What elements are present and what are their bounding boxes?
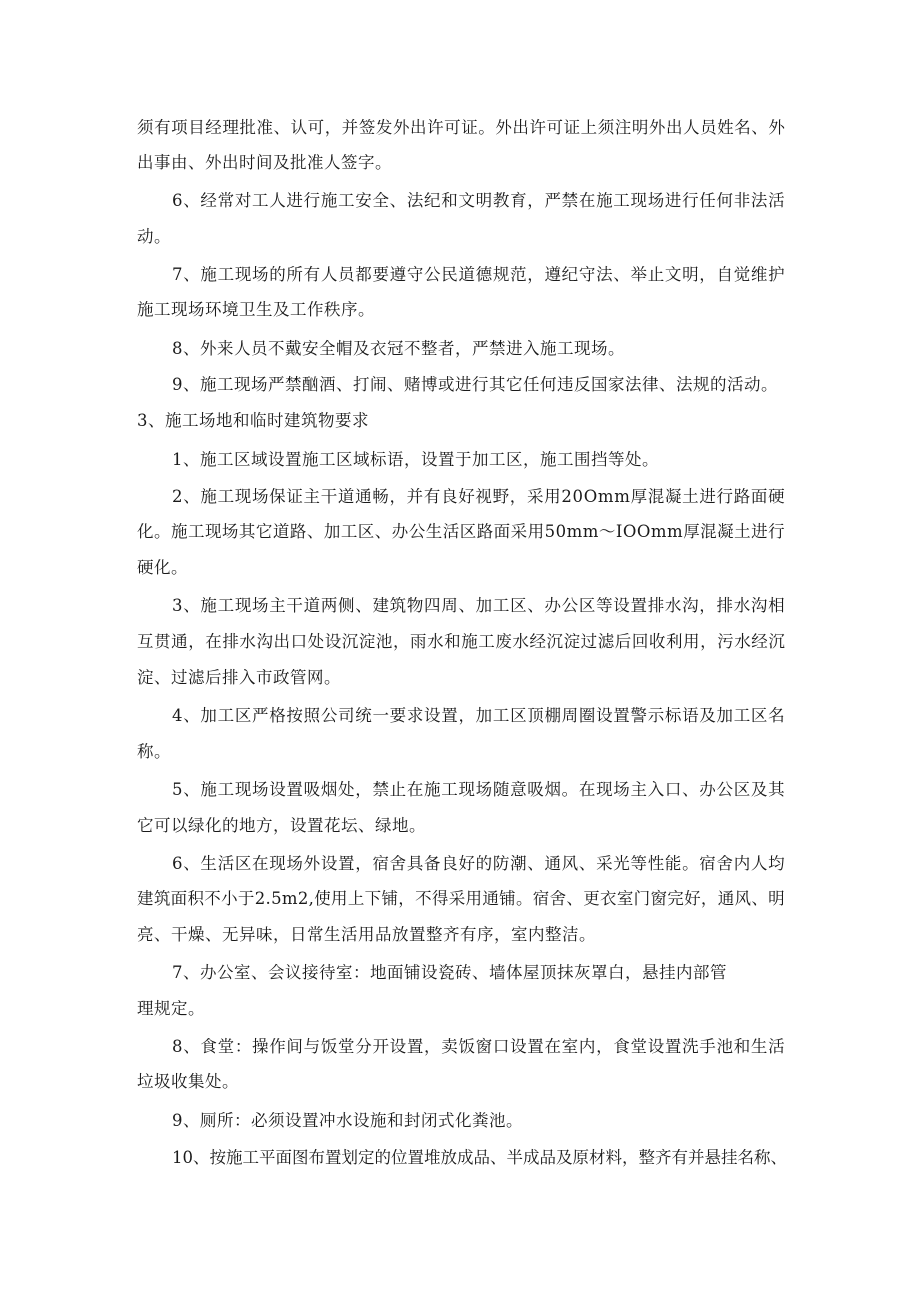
text-line [172, 704, 785, 728]
line-text: 互 贯 通 ， 在 排 水 沟 出 口 处 设 沉 淀 池 ， 雨 水 和 施 工 废 水 经 沉 淀 过 滤 后 回 收 利 用 ， 污 水 经 沉 [137, 632, 785, 651]
text-line [137, 556, 785, 580]
text-line [172, 1109, 785, 1133]
text-line [137, 225, 785, 249]
line-text: 1 0 、 按 施 工 平 面 图 布 置 划 定 的 位 置 堆 放 成 品 、 半 成 品 及 原 材 料 ， 整 齐 有 并 悬 挂 名 称 、 [172, 1148, 787, 1167]
line-text: 9、施工现场严禁酗酒、打闹、赌博或进行其它任何违反国家法律、法规的活动。 [172, 375, 778, 394]
text-line [137, 298, 785, 322]
line-text: 须 有 项 目 经 理 批 准 、 认 可 ， 并 签 发 外 出 许 可 证 。 外 出 许 可 证 上 须 注 明 外 出 人 员 姓 名 、 外 [137, 118, 785, 137]
line-text: 1、施工区域设置施工区域标语，设置于加工区，施工围挡等处。 [172, 450, 659, 469]
line-text: 淀、过滤后排入市政管网。 [137, 668, 341, 687]
line-text: 9、厕所：必须设置冲水设施和封闭式化粪池。 [172, 1111, 523, 1130]
text-line [172, 448, 785, 472]
section-heading [137, 409, 785, 433]
line-text: 8、外来人员不戴安全帽及衣冠不整者，严禁进入施工现场。 [172, 339, 625, 358]
line-text: 垃圾收集处。 [137, 1072, 239, 1091]
line-text: 2 、 施 工 现 场 保 证 主 干 道 通 畅 ， 并 有 良 好 视 野 ， 采 用 2 0 O m m 厚 混 凝 土 进 行 路 面 硬 [172, 487, 785, 506]
text-line [172, 961, 785, 985]
text-line [172, 373, 785, 397]
text-line [137, 923, 785, 947]
text-line [137, 630, 785, 654]
line-text: 出事由、外出时间及批准人签字。 [137, 153, 392, 172]
text-line [172, 189, 785, 213]
line-text: 建 筑 面 积 不 小 于 2 . 5 m 2 , 使 用 上 下 铺 ， 不 得 采 用 通 铺 。 宿 舍 、 更 衣 室 门 窗 完 好 ， 通 风 、 明 [137, 889, 785, 908]
line-text: 动。 [137, 227, 171, 246]
text-line [137, 1070, 785, 1094]
line-text: 硬化。 [137, 558, 188, 577]
text-line [172, 594, 785, 618]
text-line [137, 151, 785, 175]
heading-text: 3、施工场地和临时建筑物要求 [137, 411, 369, 430]
text-line [137, 520, 785, 544]
line-text: 3 、 施 工 现 场 主 干 道 两 侧 、 建 筑 物 四 周 、 加 工 区 、 办 公 区 等 设 置 排 水 沟 ， 排 水 沟 相 [172, 596, 785, 615]
line-text: 它可以绿化的地方，设置花坛、绿地。 [137, 816, 426, 835]
line-text: 施工现场环境卫生及工作秩序。 [137, 300, 375, 319]
line-text: 5 、 施 工 现 场 设 置 吸 烟 处 ， 禁 止 在 施 工 现 场 随 意 吸 烟 。 在 现 场 主 入 口 、 办 公 区 及 其 [172, 780, 785, 799]
line-text: 4 、 加 工 区 严 格 按 照 公 司 统 一 要 求 设 置 ， 加 工 区 顶 棚 周 圈 设 置 警 示 标 语 及 加 工 区 名 [172, 706, 785, 725]
line-text: 化 。 施 工 现 场 其 它 道 路 、 加 工 区 、 办 公 生 活 区 路 面 采 用 5 0 m m ～ I O O m m 厚 混 凝 土 进 行 [137, 522, 785, 541]
line-text: 7、办公室、会议接待室：地面铺设瓷砖、墙体屋顶抹灰罩白，悬挂内部管 [172, 963, 727, 982]
text-line [137, 814, 785, 838]
text-line [172, 1035, 785, 1059]
text-line [137, 997, 785, 1021]
text-line [137, 666, 785, 690]
line-text: 理规定。 [137, 999, 205, 1018]
text-line [137, 887, 785, 911]
text-line [172, 852, 785, 876]
line-text: 亮、干燥、无异味，日常生活用品放置整齐有序，室内整洁。 [137, 925, 596, 944]
line-text: 8 、 食 堂 ： 操 作 间 与 饭 堂 分 开 设 置 ， 卖 饭 窗 口 设 置 在 室 内 ， 食 堂 设 置 洗 手 池 和 生 活 [172, 1037, 785, 1056]
line-text: 6 、 经 常 对 工 人 进 行 施 工 安 全 、 法 纪 和 文 明 教 育 ， 严 禁 在 施 工 现 场 进 行 任 何 非 法 活 [172, 191, 785, 210]
text-line [137, 740, 785, 764]
line-text: 7 、 施 工 现 场 的 所 有 人 员 都 要 遵 守 公 民 道 德 规 范 ， 遵 纪 守 法 、 举 止 文 明 ， 自 觉 维 护 [172, 265, 785, 284]
text-line [172, 337, 785, 361]
line-text: 称。 [137, 742, 171, 761]
line-text: 6 、 生 活 区 在 现 场 外 设 置 ， 宿 舍 具 备 良 好 的 防 潮 、 通 风 、 采 光 等 性 能 。 宿 舍 内 人 均 [172, 854, 785, 873]
text-line [137, 116, 785, 140]
text-line [172, 778, 785, 802]
text-line [172, 263, 785, 287]
text-line [172, 1146, 785, 1170]
text-line [172, 485, 785, 509]
